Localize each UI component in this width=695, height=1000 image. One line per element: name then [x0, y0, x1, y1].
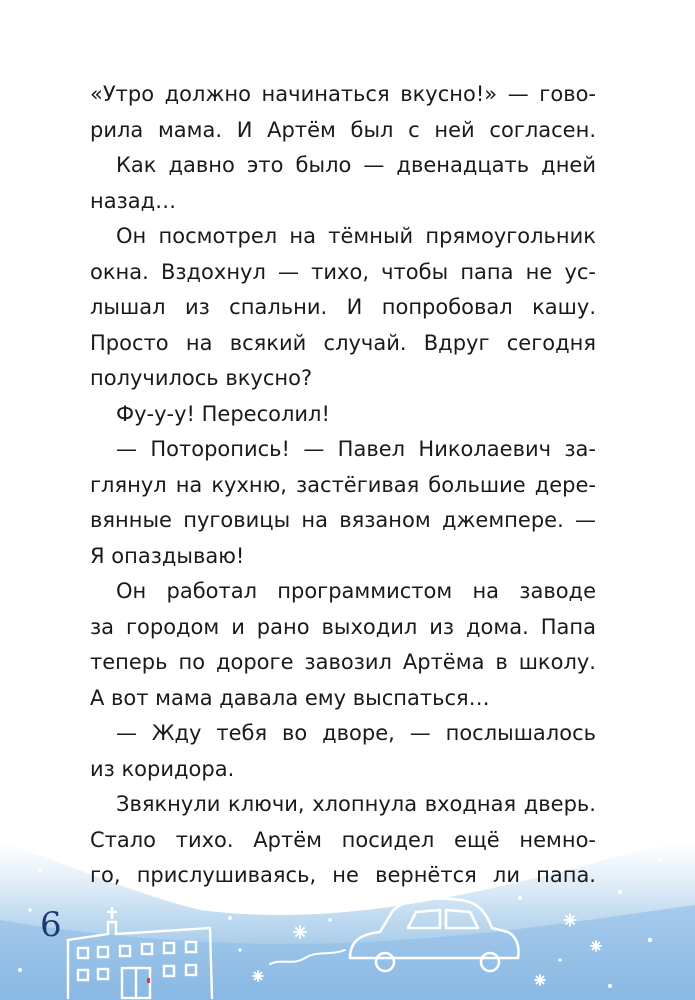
paragraph: [90, 219, 596, 397]
text-line: окна. Вздохнул — тихо, чтобы папа не ус-: [90, 259, 596, 284]
paragraph: [90, 77, 596, 148]
paragraph: [90, 148, 596, 219]
text-line: назад…: [90, 188, 177, 213]
text-line: получилось вкусно?: [90, 366, 313, 390]
text-line: — Жду тебя во дворе, — послышалось: [116, 721, 596, 745]
page-number: 6: [40, 905, 62, 945]
paragraph: [90, 574, 596, 716]
text-line: за городом и рано выходил из дома. Папа: [90, 614, 596, 639]
text-line: из коридора.: [90, 756, 235, 781]
paragraph: [90, 397, 596, 433]
text-line: — Поторопись! — Павел Николаевич за-: [116, 437, 596, 461]
text-line: Звякнули ключи, хлопнула входная дверь.: [116, 792, 596, 816]
text-line: лышал из спальни. И попробовал кашу.: [90, 295, 596, 319]
paragraph: [90, 432, 596, 574]
text-line: го, прислушиваясь, не вернётся ли папа.: [90, 863, 596, 887]
text-line: вянные пуговицы на вязаном джемпере. —: [90, 508, 596, 532]
story-text: [90, 77, 596, 894]
text-line: Как давно это было — двенадцать дней: [116, 153, 596, 177]
text-line: Просто на всякий случай. Вдруг сегодня: [90, 330, 596, 355]
text-line: А вот мама давала ему выспаться…: [90, 685, 490, 710]
text-line: теперь по дороге завозил Артёма в школу.: [90, 650, 596, 674]
text-line: Я опаздываю!: [90, 543, 245, 568]
text-line: глянул на кухню, застёгивая большие дере-: [90, 472, 596, 497]
text-line: Он посмотрел на тёмный прямоугольник: [116, 224, 596, 248]
text-line: Стало тихо. Артём посидел ещё немно-: [90, 827, 596, 852]
text-line: Он работал программистом на заводе: [116, 579, 596, 603]
paragraph: [90, 716, 596, 787]
text-line: Фу-у-у! Пересолил!: [116, 401, 330, 426]
text-line: «Утро должно начинаться вкусно!» — гово-: [90, 82, 596, 106]
paragraph: [90, 787, 596, 894]
text-line: рила мама. И Артём был с ней согласен.: [90, 117, 596, 142]
